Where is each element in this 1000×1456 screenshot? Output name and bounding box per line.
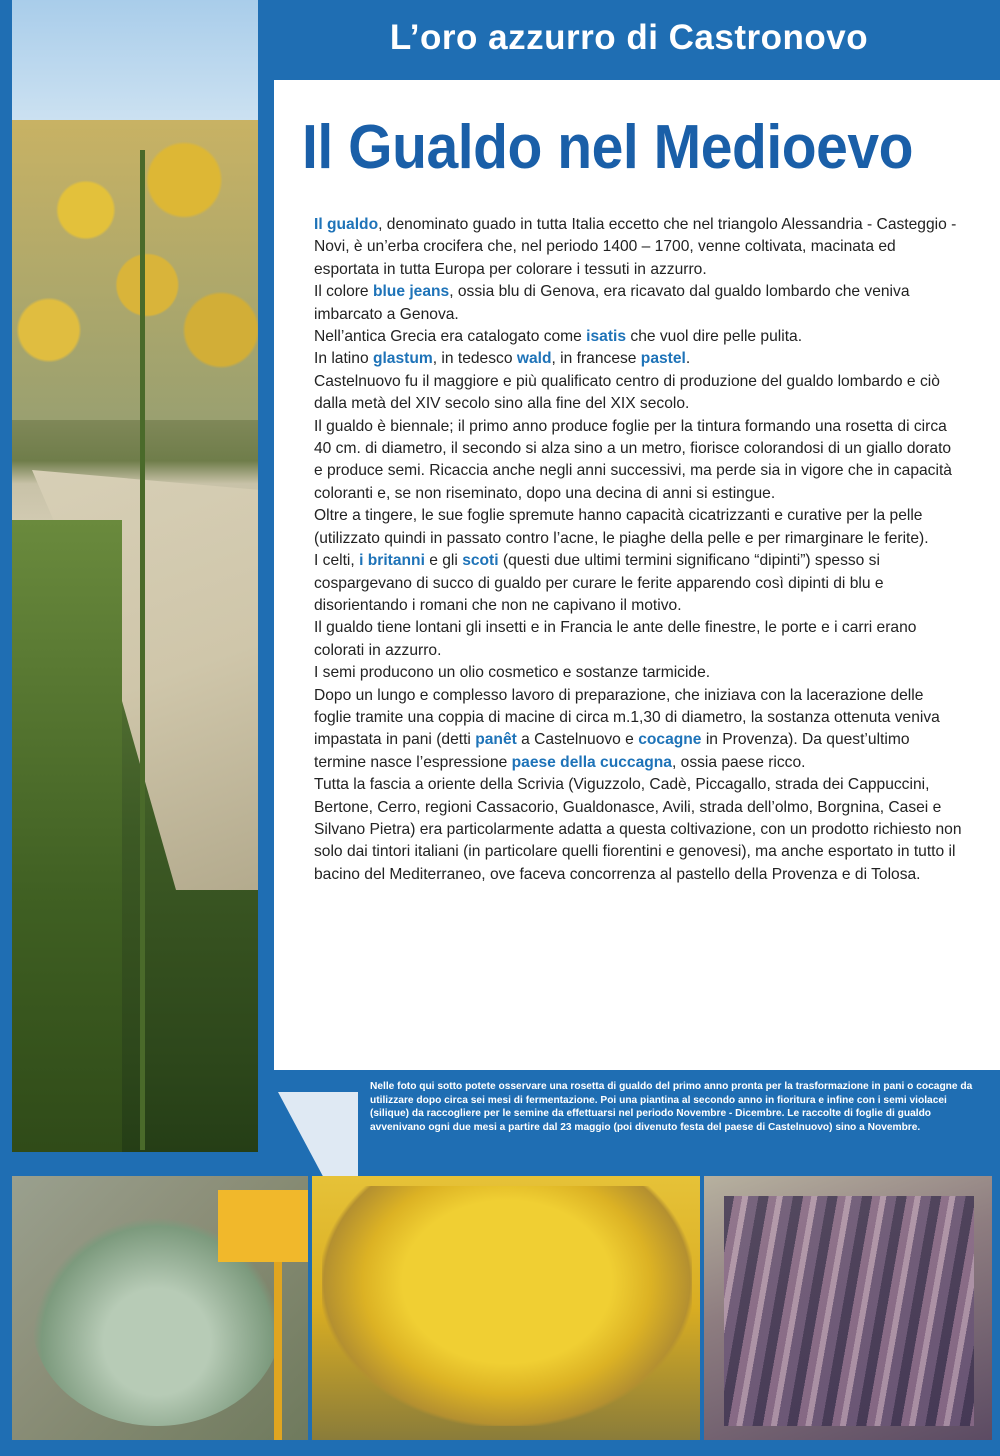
body-text-segment: Il gualdo è biennale; il primo anno produce foglie per la tintura formando una rosetta di circa 40 cm. di diametro, il secondo si alza sino a un metro, fiorisce colorandosi di un giallo dorato e produce semi. Ricaccia anche negli anni successivi, ma perde sia in vigore che in capacità coloranti e, se non riseminato, dopo una decina di anni si estingue. — [314, 417, 952, 502]
seed-pods-photo — [704, 1176, 992, 1440]
highlighted-term: pastel — [640, 350, 686, 368]
body-paragraph — [314, 214, 964, 281]
body-paragraph — [314, 416, 964, 506]
highlighted-term: glastum — [372, 350, 433, 368]
photo-grass — [12, 520, 122, 1152]
body-text-segment: a Castelnuovo e — [516, 731, 639, 749]
body-text-segment: Nell’antica Grecia era catalogato come — [314, 328, 587, 346]
body-text-segment: I celti, — [314, 552, 360, 570]
highlighted-term: cocagne — [638, 731, 702, 749]
body-paragraph — [314, 617, 964, 662]
body-text-segment: Il colore — [314, 283, 373, 301]
body-text-segment: I semi producono un olio cosmetico e sostanze tarmicide. — [314, 664, 711, 682]
body-paragraph — [314, 685, 964, 775]
isatis-plant-photo — [12, 0, 258, 1152]
body-paragraph — [314, 371, 964, 416]
header-title: L’oro azzurro di Castronovo — [389, 18, 869, 57]
photo-caption: Nelle foto qui sotto potete osservare una rosetta di gualdo del primo anno pronta per la trasformazione in pani o cocagne da utilizzare dopo circa sei mesi di fermentazione. Poi una piantina al secondo anno in fioritura e infine con i semi violacei (silique) da raccogliere per le semine da effettuarsi nel periodo Novembre - Dicembre. Le raccolte di foglie di gualdo avvenivano ogni due mesi a partire dal 23 maggio (poi divenuto festa del paese di Castelnuovo) sino a Novembre. — [370, 1081, 973, 1134]
photo-plant-stem — [140, 150, 145, 1150]
body-paragraph — [314, 281, 964, 326]
header-band — [258, 0, 1000, 80]
body-paragraph — [314, 774, 964, 886]
bottom-photo-strip — [12, 1176, 992, 1440]
rosette-photo — [12, 1176, 308, 1440]
body-text — [314, 214, 964, 886]
highlighted-term: blue jeans — [372, 283, 450, 301]
body-paragraph — [314, 550, 964, 617]
body-text-segment: in Provenza). Da quest’ultimo termine nasce l’espressione — [314, 731, 910, 771]
body-text-segment: . — [685, 350, 691, 368]
body-text-segment: , in tedesco — [432, 350, 517, 368]
flowering-plant-photo — [312, 1176, 700, 1440]
body-text-segment: , in francese — [551, 350, 641, 368]
body-text-segment: (questi due ultimi termini significano “dipinti”) spesso si cospargevano di succo di gualdo per curare le ferite apparendo così dipinti di blu e disorientando i romani che non ne capivano il motivo. — [314, 552, 884, 614]
yellow-flowering-bush — [322, 1186, 692, 1426]
body-text-segment: , ossia blu di Genova, era ricavato dal gualdo lombardo che veniva imbarcato a Genova. — [314, 283, 910, 323]
body-paragraph — [314, 348, 964, 370]
highlighted-term: scoti — [462, 552, 499, 570]
violet-seed-pods — [724, 1196, 974, 1426]
body-paragraph — [314, 662, 964, 684]
body-paragraph — [314, 505, 964, 550]
highlighted-term: paese della cuccagna — [511, 753, 672, 771]
highlighted-term: panêt — [475, 731, 517, 749]
body-text-segment: Tutta la fascia a oriente della Scrivia (Viguzzolo, Cadè, Piccagallo, strada dei Cappuccini, Bertone, Cerro, regioni Cassacorio, Gualdonasce, Avili, strada dell’olmo, Borgnina, Casei e Silvano Pietra) era particolarmente adatta a questa coltivazione, con un prodotto richiesto non solo dai tintori italiani (in particolare quelli fiorentini e genovesi), ma anche esportato in tutto il bacino del Mediterraneo, ove faceva concorrenza al pastello della Provenza e di Tolosa. — [314, 776, 962, 883]
body-paragraph — [314, 326, 964, 348]
body-text-segment: Dopo un lungo e complesso lavoro di preparazione, che iniziava con la lacerazione delle foglie tramite una coppia di macine di circa m.1,30 di diametro, la sostanza ottenuta veniva impastata in pani (detti — [314, 686, 940, 749]
body-text-segment: che vuol dire pelle pulita. — [626, 328, 803, 346]
content-panel — [274, 80, 1000, 1070]
body-text-segment: , denominato guado in tutta Italia eccetto che nel triangolo Alessandria - Casteggio - Novi, è un’erba crocifera che, nel periodo 1400 – 1700, venne coltivata, macinata ed esportata in tutta Europa per colorare i tessuti in azzurro. — [314, 216, 957, 278]
body-text-segment: In latino — [314, 350, 373, 368]
highlighted-term: wald — [516, 350, 552, 368]
plant-label-stick — [274, 1262, 282, 1440]
body-text-segment: Il gualdo tiene lontani gli insetti e in Francia le ante delle finestre, le porte e i carri erano colorati in azzurro. — [314, 619, 917, 659]
page-title: Il Gualdo nel Medioevo — [302, 113, 914, 182]
highlighted-term: Il gualdo — [314, 216, 379, 233]
highlighted-term: isatis — [586, 328, 627, 346]
body-text-segment: , ossia paese ricco. — [671, 753, 806, 771]
highlighted-term: i britanni — [359, 552, 425, 570]
body-text-segment: Oltre a tingere, le sue foglie spremute hanno capacità cicatrizzanti e curative per la pelle (utilizzato quindi in passato contro l’acne, le piaghe della pelle e per rimarginare le ferite). — [314, 507, 929, 547]
photo-yellow-flowers — [12, 120, 258, 420]
body-text-segment: e gli — [424, 552, 463, 570]
body-text-segment: Castelnuovo fu il maggiore e più qualificato centro di produzione del gualdo lombardo e ciò dalla metà del XIV secolo sino alla fine del XIX secolo. — [314, 372, 940, 413]
plant-label-sign — [218, 1190, 308, 1262]
